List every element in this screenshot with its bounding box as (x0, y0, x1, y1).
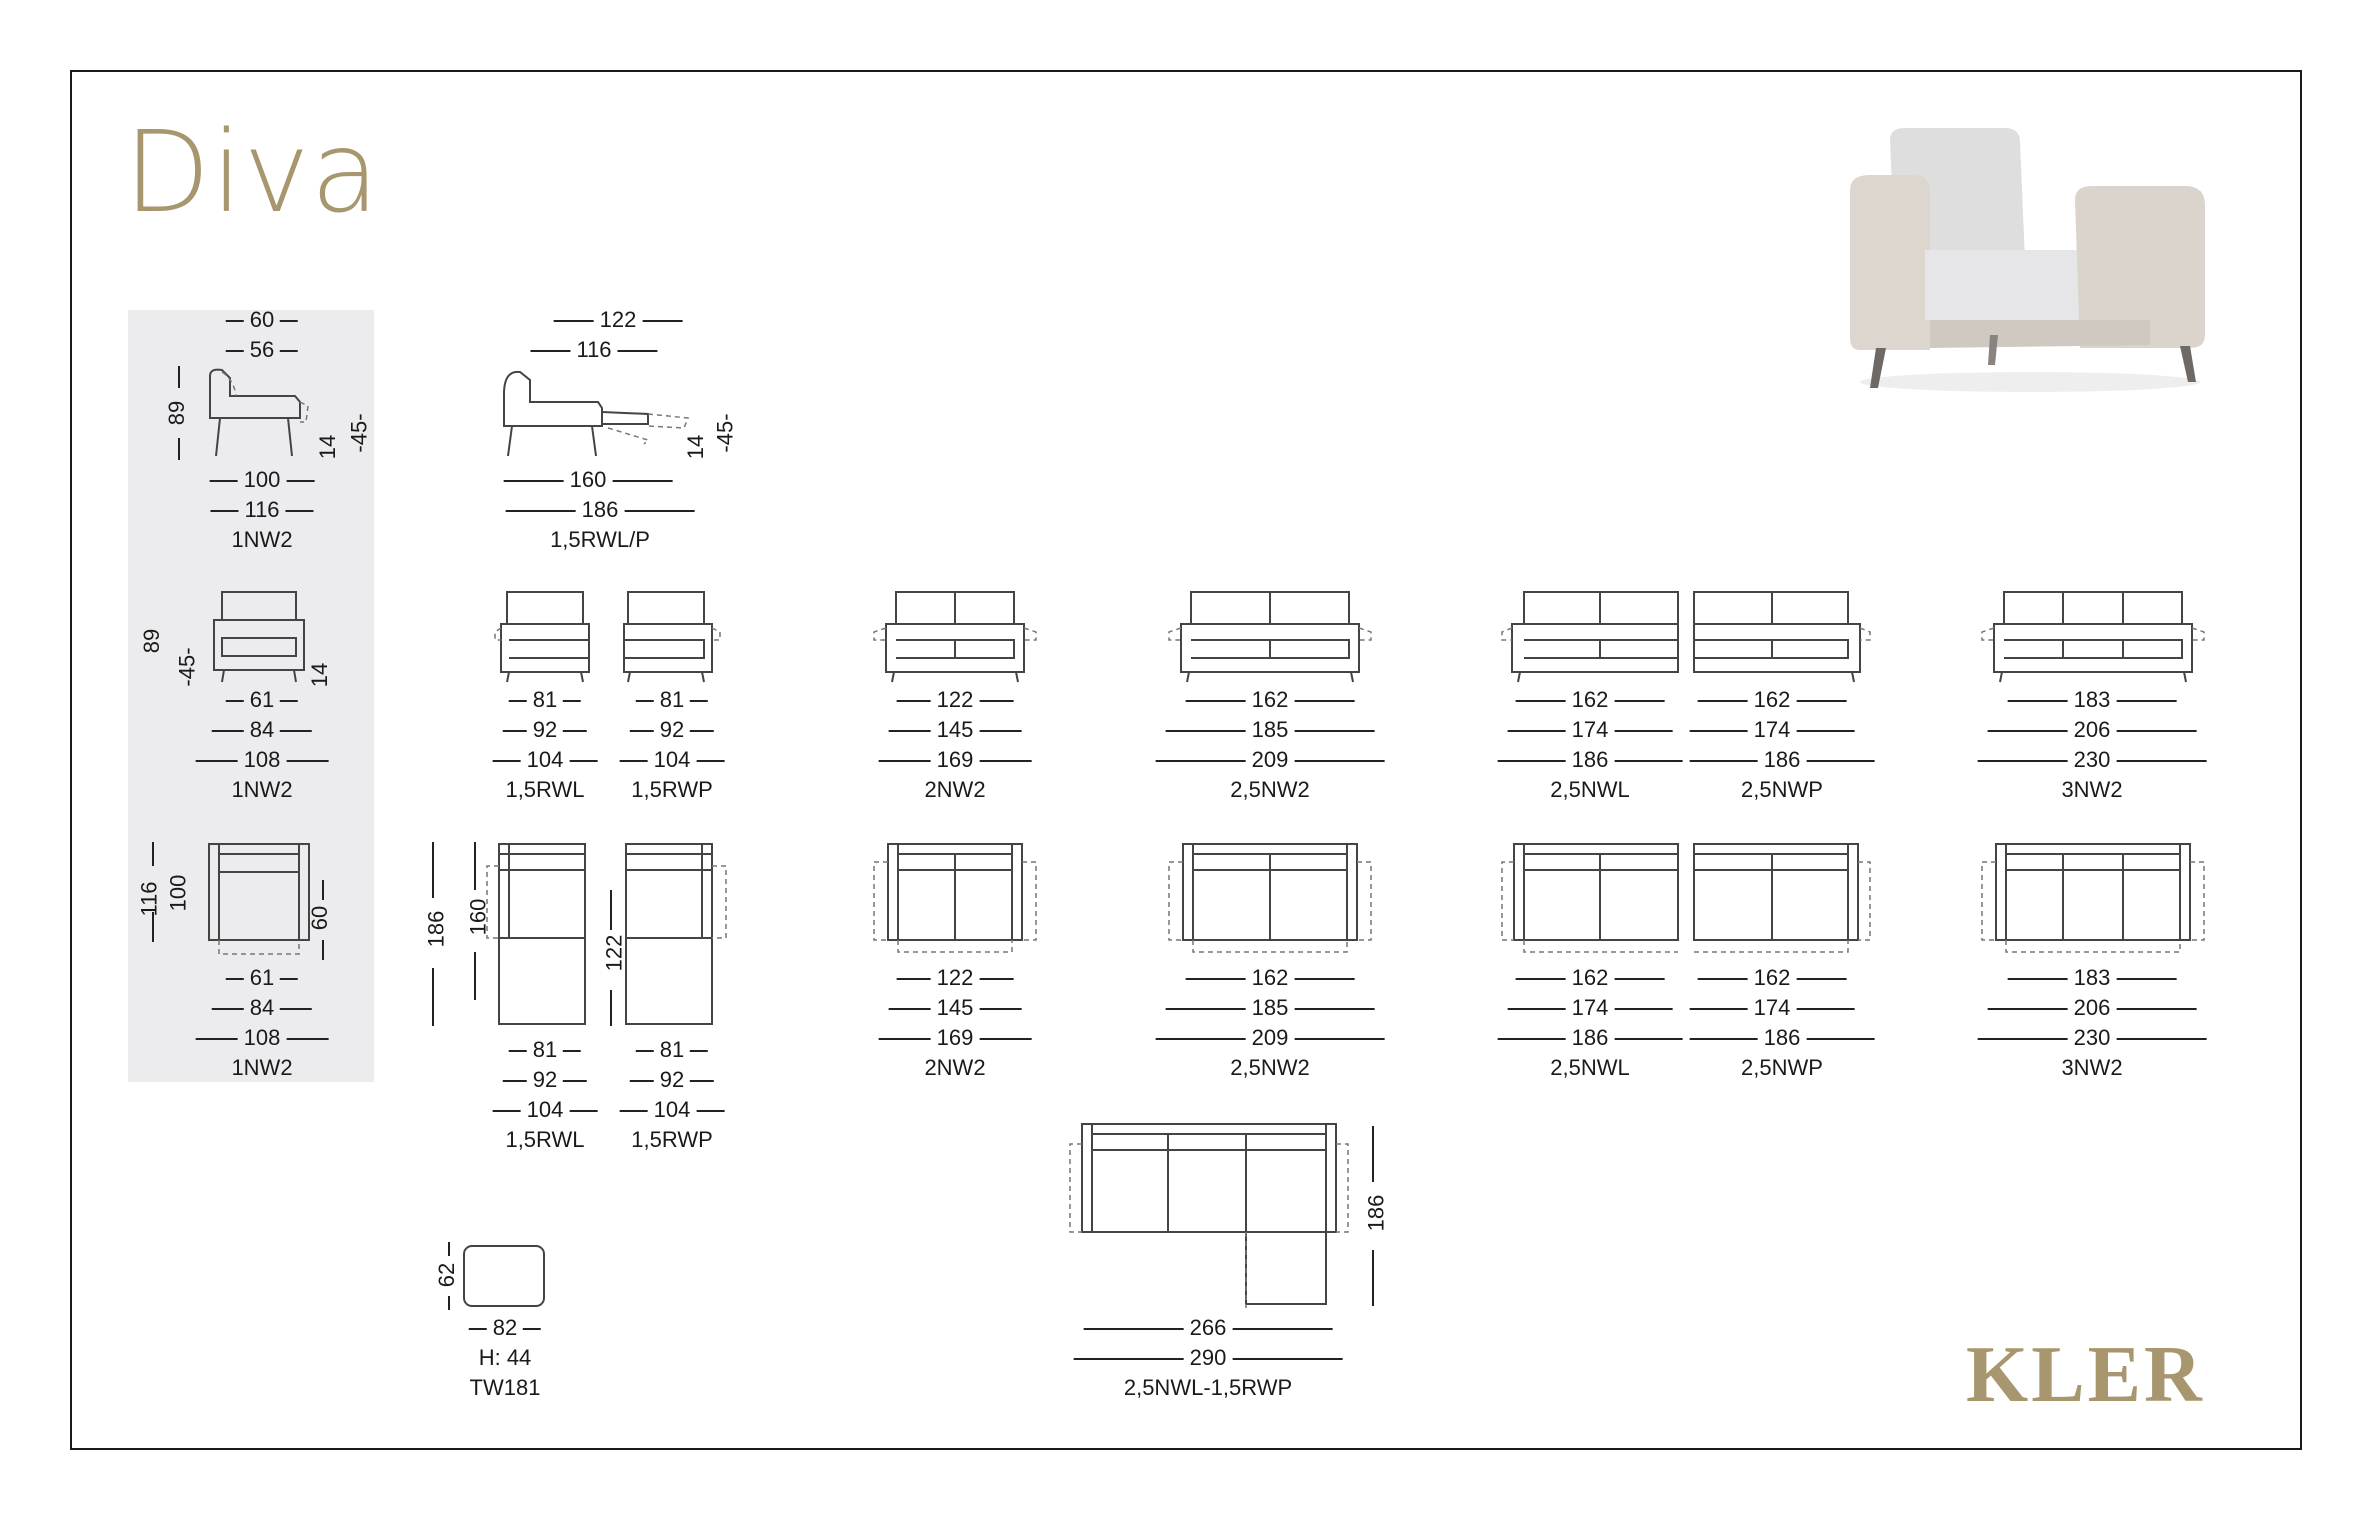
dim-text: -45- (712, 413, 738, 453)
dim-text: 81 (630, 1038, 714, 1062)
dim-text: 116 (136, 881, 162, 917)
module-label: 1,5RWL (505, 777, 585, 802)
module-label: 1NW2 (231, 777, 293, 802)
module-label: 3NW2 (2061, 1055, 2123, 1080)
dim-line (448, 1296, 450, 1310)
dim-text: 209 (1150, 748, 1391, 772)
dim-text: 104 (614, 748, 731, 772)
dim-text: -45- (174, 647, 200, 687)
pouf-height: H: 44 (478, 1345, 532, 1370)
module-label: 1NW2 (231, 527, 293, 552)
dim-text: 84 (206, 718, 318, 742)
side-view-drawing (200, 366, 310, 466)
dim-text: 186 (1363, 1194, 1389, 1232)
dim-text: 185 (1160, 718, 1381, 742)
module-label: 1NW2 (231, 1055, 293, 1080)
dim-text: 116 (204, 498, 319, 522)
dim-text: 60 (220, 308, 304, 332)
module-label: 2NW2 (924, 1055, 986, 1080)
dim-text: 116 (524, 338, 663, 362)
dim-text: 160 (465, 898, 491, 936)
pouf-drawing (462, 1244, 548, 1310)
dim-text: 14 (307, 662, 333, 688)
top-2-5nwl-drawing (1500, 842, 1680, 958)
dim-text: 230 (1972, 748, 2213, 772)
module-label: 2,5NWL-1,5RWP (1123, 1375, 1293, 1400)
module-label: 3NW2 (2061, 777, 2123, 802)
dim-text: 81 (503, 688, 587, 712)
front-1-5rwl-drawing (495, 588, 595, 684)
module-label: 2,5NWP (1741, 777, 1823, 802)
module-label: 2,5NWP (1741, 1055, 1823, 1080)
dim-text: 122 (891, 688, 1020, 712)
module-label: TW181 (469, 1375, 541, 1400)
dim-text: 122 (601, 934, 627, 972)
dim-text: 186 (1492, 1026, 1689, 1050)
dim-text: 61 (220, 688, 304, 712)
top-3nw2-drawing (1978, 842, 2208, 958)
dim-text: 104 (487, 1098, 604, 1122)
dim-text: 104 (487, 748, 604, 772)
dim-text: 183 (2002, 966, 2183, 990)
dim-text: 186 (1492, 748, 1689, 772)
dim-text: 14 (683, 434, 709, 460)
dim-text: 162 (1692, 688, 1853, 712)
dim-text: 122 (548, 308, 689, 332)
dim-text: 183 (2002, 688, 2183, 712)
recliner-side-drawing (498, 366, 698, 466)
dim-text: 81 (630, 688, 714, 712)
dim-text: 92 (624, 1068, 720, 1092)
dim-text: 89 (139, 628, 165, 654)
dim-text: 145 (883, 996, 1028, 1020)
dim-text: 61 (220, 966, 304, 990)
dim-text: 266 (1078, 1316, 1339, 1340)
front-view-drawing (210, 590, 310, 690)
dim-line (432, 842, 434, 898)
module-label: 2,5NW2 (1230, 777, 1310, 802)
brand-logo: KLER (1966, 1331, 2205, 1419)
dim-text: 174 (1502, 718, 1679, 742)
dim-text: 162 (1510, 966, 1671, 990)
front-1-5rwp-drawing (620, 588, 720, 684)
dim-text: 104 (614, 1098, 731, 1122)
dim-text: 169 (873, 748, 1038, 772)
top-view-drawing (205, 842, 315, 962)
dim-line (152, 842, 154, 866)
dim-text: 162 (1510, 688, 1671, 712)
dim-line (474, 952, 476, 1000)
dim-line (322, 880, 324, 900)
dim-text: 174 (1684, 718, 1861, 742)
top-1-5rwl-drawing (485, 842, 595, 1028)
dim-text: 92 (497, 1068, 593, 1092)
dim-text: 14 (315, 434, 341, 460)
dim-line (178, 366, 180, 388)
module-label: 2NW2 (924, 777, 986, 802)
dim-text: 162 (1180, 966, 1361, 990)
dim-line (1372, 1250, 1374, 1306)
dim-text: 169 (873, 1026, 1038, 1050)
dim-text: 290 (1068, 1346, 1349, 1370)
dim-text: 89 (164, 400, 190, 426)
dim-text: -45- (346, 413, 372, 453)
dim-text: 206 (1982, 718, 2203, 742)
dim-line (610, 990, 612, 1026)
dim-line (178, 438, 180, 460)
top-2nw2-drawing (870, 842, 1040, 958)
dim-text: 230 (1972, 1026, 2213, 1050)
top-2-5nw2-drawing (1165, 842, 1375, 958)
dim-line (448, 1242, 450, 1256)
module-label: 1,5RWP (631, 1127, 713, 1152)
dim-text: 186 (1684, 1026, 1881, 1050)
dim-text: 92 (497, 718, 593, 742)
dim-text: 186 (1684, 748, 1881, 772)
dim-text: 174 (1684, 996, 1861, 1020)
dim-text: 162 (1180, 688, 1361, 712)
dim-text: 56 (220, 338, 304, 362)
top-1-5rwp-drawing (622, 842, 732, 1028)
front-2-5nw2-drawing (1165, 588, 1375, 684)
dim-text: 185 (1160, 996, 1381, 1020)
dim-text: 108 (190, 748, 335, 772)
dim-text: 206 (1982, 996, 2203, 1020)
page-title: Diva (124, 108, 381, 238)
dim-text: 108 (190, 1026, 335, 1050)
top-2-5nwp-drawing (1692, 842, 1872, 958)
dim-line (1372, 1126, 1374, 1182)
dim-text: 100 (204, 468, 321, 492)
dim-text: 62 (434, 1262, 460, 1288)
front-2-5nwp-drawing (1692, 588, 1872, 684)
module-label: 1,5RWL/P (550, 527, 650, 552)
module-label: 2,5NWL (1550, 1055, 1630, 1080)
dim-line (322, 940, 324, 960)
dim-text: 84 (206, 996, 318, 1020)
dim-text: 60 (307, 905, 333, 931)
dim-line (610, 890, 612, 930)
dim-text: 122 (891, 966, 1020, 990)
dim-line (474, 842, 476, 890)
module-label: 2,5NW2 (1230, 1055, 1310, 1080)
module-label: 1,5RWP (631, 777, 713, 802)
dim-text: 82 (463, 1316, 547, 1340)
corner-sofa-drawing (1068, 1122, 1348, 1312)
front-2nw2-drawing (870, 588, 1040, 684)
module-label: 1,5RWL (505, 1127, 585, 1152)
dim-text: 186 (500, 498, 701, 522)
dim-text: 160 (498, 468, 679, 492)
armchair-photo (1830, 120, 2230, 400)
dim-line (432, 968, 434, 1026)
dim-text: 186 (423, 910, 449, 948)
dim-line (152, 912, 154, 942)
front-2-5nwl-drawing (1500, 588, 1680, 684)
front-3nw2-drawing (1978, 588, 2208, 684)
dim-text: 100 (165, 874, 191, 912)
dim-text: 145 (883, 718, 1028, 742)
dim-text: 209 (1150, 1026, 1391, 1050)
module-label: 2,5NWL (1550, 777, 1630, 802)
dim-text: 81 (503, 1038, 587, 1062)
dim-text: 162 (1692, 966, 1853, 990)
dim-text: 174 (1502, 996, 1679, 1020)
dim-text: 92 (624, 718, 720, 742)
